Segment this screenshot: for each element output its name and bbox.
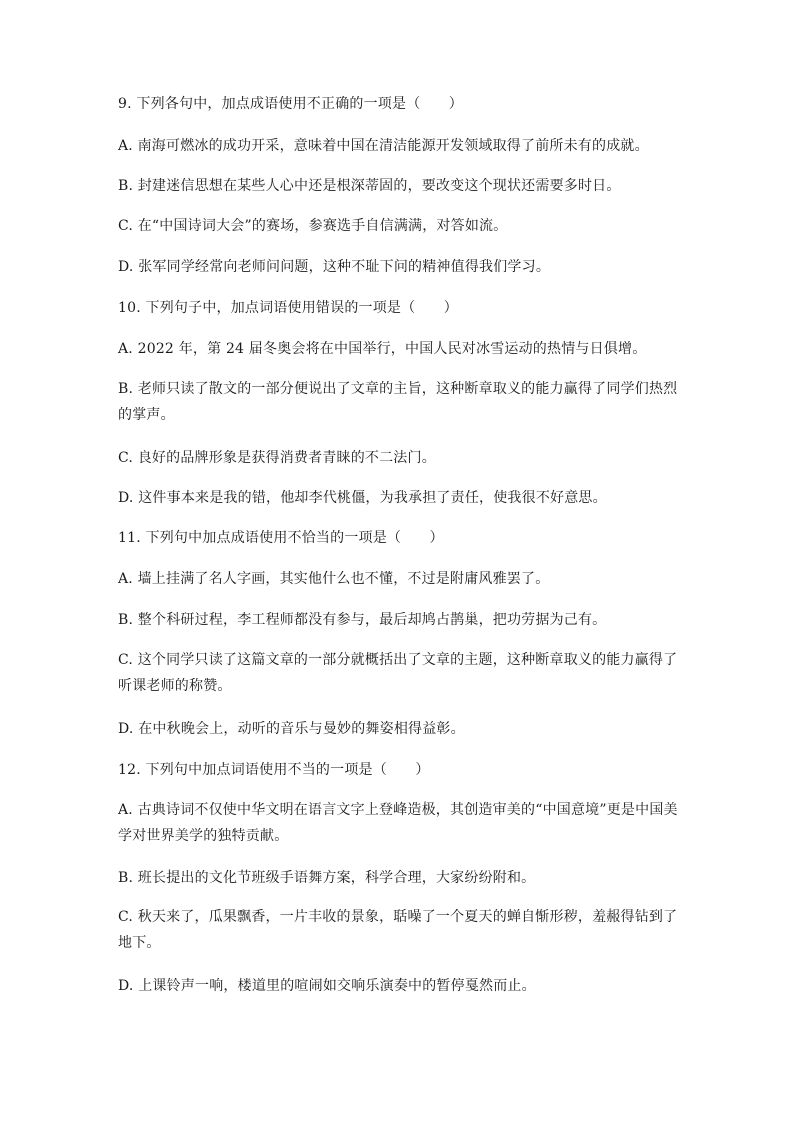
question-10-option-d: D. 这件事本来是我的错，他却李代桃僵，为我承担了责任，使我很不好意思。 [118,490,607,506]
question-9-option-c: C. 在“中国诗词大会”的赛场，参赛选手自信满满，对答如流。 [118,218,508,234]
question-9-option-a: A. 南海可燃冰的成功开采，意味着中国在清洁能源开发领域取得了前所未有的成就。 [118,138,649,154]
question-12-stem: 12. 下列句中加点词语使用不当的一项是（ ） [118,762,430,778]
question-10-stem: 10. 下列句子中，加点词语使用错误的一项是（ ） [118,300,458,316]
question-11-stem: 11. 下列句中加点成语使用不恰当的一项是（ ） [118,530,444,546]
question-10-option-c: C. 良好的品牌形象是获得消费者青睐的不二法门。 [118,450,436,466]
question-9-option-d: D. 张军同学经常向老师问问题，这种不耻下问的精神值得我们学习。 [118,259,551,275]
question-12-option-b: B. 班长提出的文化节班级手语舞方案，科学合理，大家纷纷附和。 [118,870,536,886]
question-12-option-d: D. 上课铃声一响，楼道里的喧闹如交响乐演奏中的暂停戛然而止。 [118,978,536,994]
question-10-option-b: B. 老师只读了散文的一部分便说出了文章的主旨，这种断章取义的能力赢得了同学们热烈的掌声。 [118,381,678,423]
question-10-option-a: A. 2022 年，第 24 届冬奥会将在中国举行，中国人民对冰雪运动的热情与日俱增。 [118,341,647,357]
question-9-stem: 9. 下列各句中，加点成语使用不正确的一项是（ ） [118,96,464,112]
question-11-option-b: B. 整个科研过程，李工程师都没有参与，最后却鸠占鹊巢，把功劳据为己有。 [118,612,607,628]
question-11-option-a: A. 墙上挂满了名人字画，其实他什么也不懂，不过是附庸风雅罢了。 [118,571,550,587]
question-12-option-a: A. 古典诗词不仅使中华文明在语言文字上登峰造极，其创造审美的“中国意境”更是中国美学对世界美学的独特贡献。 [118,802,678,844]
question-12-option-c: C. 秋天来了，瓜果飘香，一片丰收的景象，聒噪了一个夏天的蝉自惭形秽，羞赧得钻到了地下。 [118,909,678,951]
question-11-option-c: C. 这个同学只读了这篇文章的一部分就概括出了文章的主题，这种断章取义的能力赢得了听课老师的称赞。 [118,652,678,694]
question-11-option-d: D. 在中秋晚会上，动听的音乐与曼妙的舞姿相得益彰。 [118,721,465,737]
question-9-option-b: B. 封建迷信思想在某些人心中还是根深蒂固的，要改变这个现状还需要多时日。 [118,178,621,194]
